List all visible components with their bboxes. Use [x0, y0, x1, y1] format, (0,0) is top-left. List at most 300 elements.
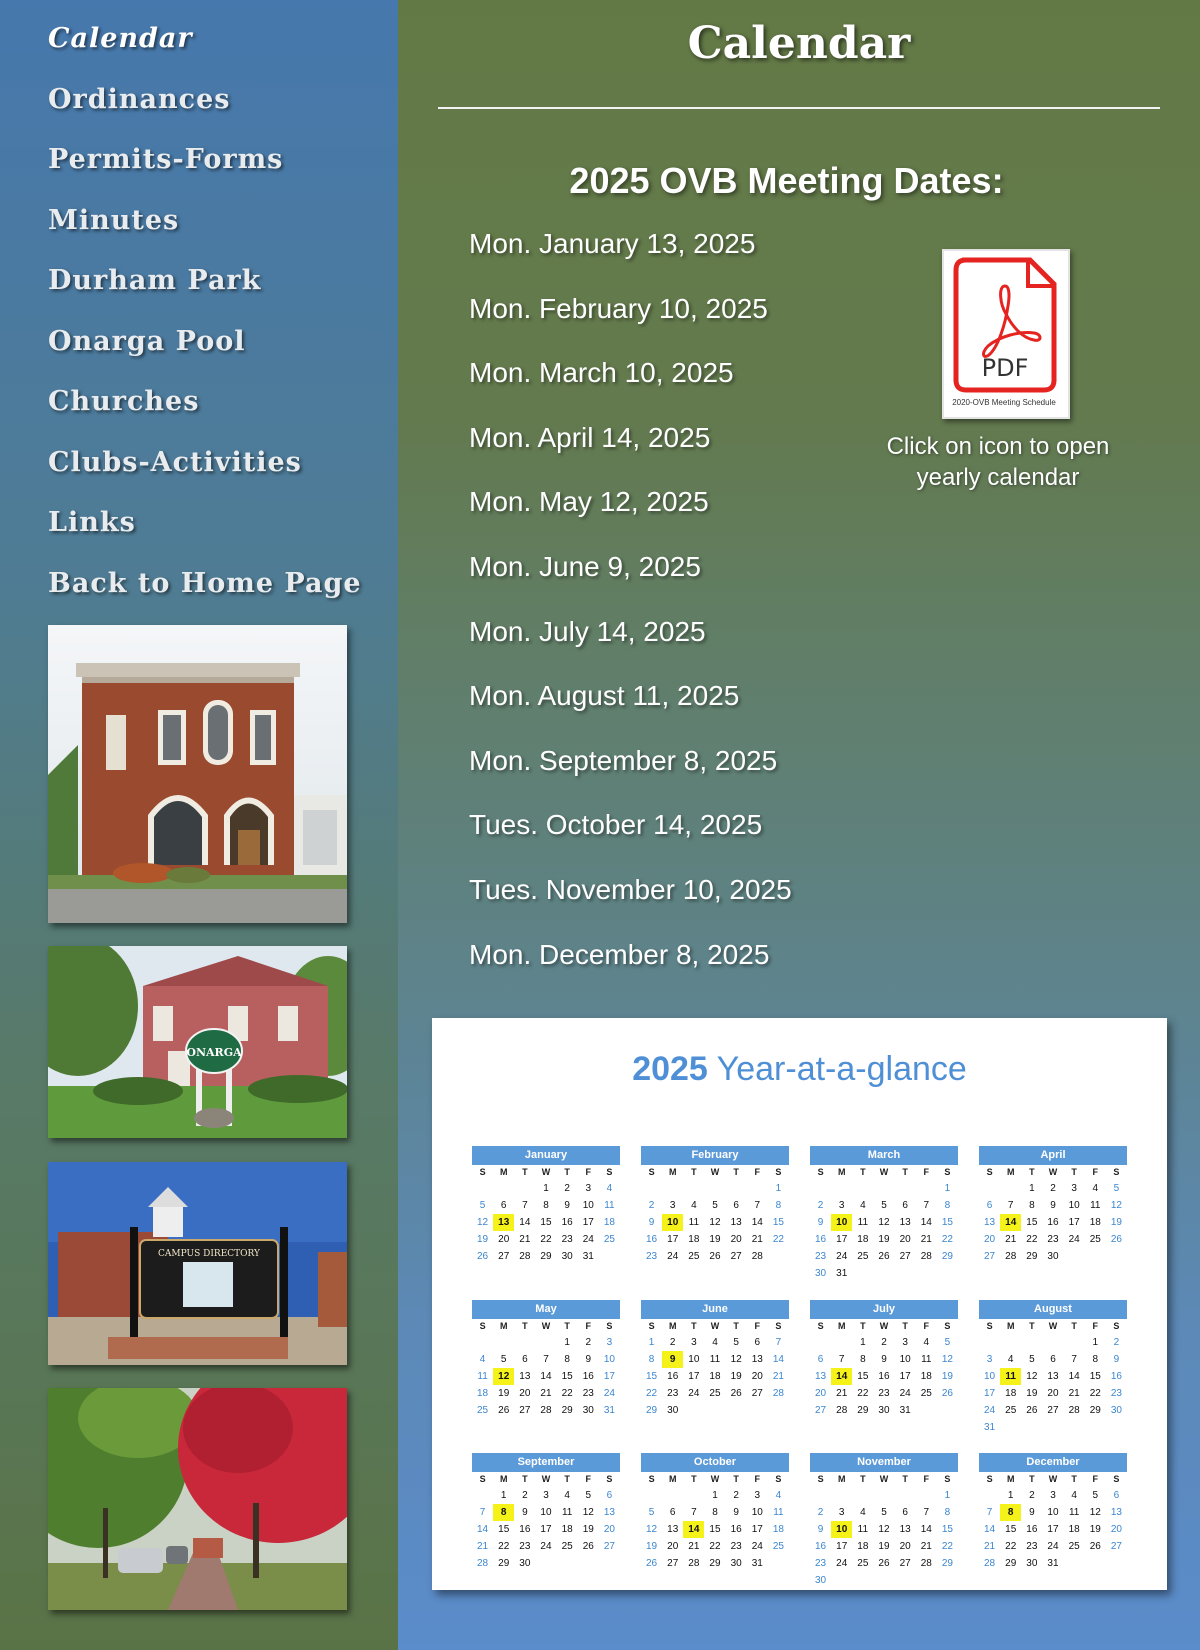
day: 26: [1026, 1405, 1038, 1416]
weekday-label: M: [837, 1474, 846, 1484]
day: 3: [1050, 1490, 1056, 1501]
week-row: [810, 1572, 958, 1589]
day: 16: [1026, 1524, 1038, 1535]
day: 31: [751, 1558, 763, 1569]
day: 23: [1047, 1234, 1059, 1245]
weekday-label: T: [522, 1167, 528, 1177]
week-row: [810, 1214, 958, 1231]
day: 25: [603, 1234, 615, 1245]
weekday-label: S: [944, 1321, 951, 1331]
day: 28: [920, 1558, 932, 1569]
empty-day: [1042, 1334, 1063, 1351]
day: 20: [899, 1234, 911, 1245]
day: 24: [667, 1251, 679, 1262]
day: 28: [751, 1251, 763, 1262]
month-header: June: [641, 1300, 789, 1319]
nav-item-clubs-activities: [48, 433, 362, 494]
day: 12: [941, 1354, 953, 1365]
day: 21: [519, 1234, 531, 1245]
day: 15: [1005, 1524, 1017, 1535]
day: 20: [751, 1371, 763, 1382]
meeting-day: 10: [831, 1521, 852, 1538]
meeting-date: Tues. October 14, 2025: [469, 809, 763, 841]
day: 15: [1026, 1217, 1038, 1228]
week-row: [979, 1487, 1127, 1504]
day: 11: [709, 1354, 721, 1365]
nav-link-links[interactable]: Links: [48, 507, 136, 538]
meeting-dates-heading: 2025 OVB Meeting Dates:: [569, 160, 1004, 201]
meeting-day: 8: [1000, 1504, 1021, 1521]
day: 23: [1110, 1388, 1122, 1399]
day: 14: [984, 1524, 996, 1535]
day: 11: [604, 1200, 615, 1211]
week-row: [641, 1197, 789, 1214]
day: 26: [1110, 1234, 1122, 1245]
week-row: [641, 1487, 789, 1504]
pdf-icon-label: PDF: [981, 354, 1029, 382]
day: 21: [1005, 1234, 1017, 1245]
day: 9: [1029, 1507, 1035, 1518]
day: 3: [986, 1354, 993, 1365]
nav-link-minutes[interactable]: Minutes: [48, 204, 180, 236]
pdf-hint: [868, 431, 1128, 493]
day: 1: [543, 1183, 549, 1194]
day: 13: [730, 1217, 742, 1228]
week-row: [641, 1368, 789, 1385]
empty-day: [493, 1180, 514, 1197]
weekday-label: F: [754, 1474, 761, 1484]
weekday-label: W: [879, 1167, 889, 1177]
weekday-label: W: [541, 1167, 551, 1177]
month-header: December: [979, 1453, 1127, 1472]
day: 13: [519, 1371, 531, 1382]
weekday-label: T: [691, 1474, 697, 1484]
day: 18: [561, 1524, 573, 1535]
day: 29: [498, 1558, 510, 1569]
weekday-label: M: [668, 1321, 677, 1331]
empty-day: [1000, 1419, 1021, 1436]
day: 15: [498, 1524, 510, 1535]
weekday-label: S: [775, 1321, 782, 1331]
day: 6: [986, 1200, 993, 1211]
day: 14: [751, 1217, 763, 1228]
weekday-label: W: [710, 1474, 720, 1484]
day: 28: [984, 1558, 996, 1569]
weekday-label: F: [923, 1474, 930, 1484]
week-row: [641, 1555, 789, 1572]
week-row: [979, 1555, 1127, 1572]
weekday-label: S: [479, 1474, 486, 1484]
weekday-label: M: [499, 1321, 508, 1331]
month-march: [810, 1146, 958, 1282]
day: 24: [603, 1388, 615, 1399]
empty-day: [1106, 1248, 1127, 1265]
day: 4: [691, 1200, 697, 1211]
weekday-label: T: [1029, 1167, 1035, 1177]
week-row: [641, 1180, 789, 1197]
weekday-label: M: [499, 1167, 508, 1177]
day: 3: [669, 1200, 676, 1211]
day: 10: [1047, 1507, 1059, 1518]
meeting-date: Mon. April 14, 2025: [469, 421, 711, 453]
day: 25: [772, 1541, 784, 1552]
day: 11: [857, 1217, 869, 1228]
day: 27: [519, 1405, 531, 1416]
day: 12: [730, 1354, 742, 1365]
autumn-street-photo: [48, 1388, 347, 1610]
day: 9: [817, 1217, 824, 1228]
pdf-calendar-button[interactable]: [942, 249, 1070, 419]
day: 14: [772, 1354, 784, 1365]
day: 1: [1029, 1183, 1035, 1194]
day: 26: [498, 1405, 510, 1416]
day: 26: [878, 1558, 890, 1569]
day: 14: [1068, 1371, 1080, 1382]
nav-link-calendar[interactable]: Calendar: [48, 23, 193, 54]
day: 4: [1092, 1183, 1099, 1194]
day: 8: [775, 1200, 782, 1211]
month-june: [641, 1300, 789, 1419]
day: 21: [477, 1541, 489, 1552]
day: 10: [899, 1354, 911, 1365]
day: 20: [519, 1388, 531, 1399]
weekday-label: S: [817, 1474, 824, 1484]
empty-day: [916, 1180, 937, 1197]
meeting-day: 11: [1000, 1368, 1021, 1385]
day: 2: [585, 1337, 592, 1348]
day: 31: [984, 1422, 996, 1433]
empty-day: [1021, 1334, 1042, 1351]
day: 16: [561, 1217, 573, 1228]
day: 20: [1110, 1524, 1122, 1535]
empty-day: [514, 1180, 535, 1197]
nav-link-durham-park[interactable]: Durham Park: [48, 265, 262, 296]
day: 17: [1047, 1524, 1059, 1535]
day: 7: [691, 1507, 697, 1518]
weekday-label: S: [1113, 1474, 1120, 1484]
empty-day: [895, 1265, 916, 1282]
day: 24: [899, 1388, 911, 1399]
day: 10: [751, 1507, 763, 1518]
day: 2: [881, 1337, 887, 1348]
day: 2: [669, 1337, 676, 1348]
day: 28: [540, 1405, 552, 1416]
week-row: [810, 1231, 958, 1248]
nav-link-back-to-home[interactable]: Back to Home Page: [48, 567, 362, 599]
empty-day: [873, 1572, 894, 1589]
day: 21: [772, 1371, 784, 1382]
library-photo: [48, 946, 347, 1138]
empty-day: [873, 1487, 894, 1504]
empty-day: [916, 1402, 937, 1419]
day: 24: [984, 1405, 996, 1416]
empty-day: [852, 1572, 873, 1589]
pdf-caption: 2020-OVB Meeting Schedule: [952, 398, 1056, 407]
month-header: February: [641, 1146, 789, 1165]
empty-day: [472, 1487, 493, 1504]
empty-day: [683, 1402, 704, 1419]
day: 5: [1092, 1490, 1099, 1501]
day: 22: [498, 1541, 510, 1552]
day: 3: [754, 1490, 761, 1501]
meeting-day: 10: [831, 1214, 852, 1231]
weekday-label: M: [837, 1167, 846, 1177]
day: 24: [1047, 1541, 1059, 1552]
week-row: [979, 1180, 1127, 1197]
weekday-label: S: [817, 1321, 824, 1331]
week-row: [810, 1197, 958, 1214]
day: 13: [815, 1371, 827, 1382]
weekday-label: W: [541, 1474, 551, 1484]
weekday-label: F: [585, 1474, 592, 1484]
empty-day: [1000, 1334, 1021, 1351]
empty-day: [937, 1402, 958, 1419]
title-divider: [438, 107, 1160, 109]
nav-item-ordinances: [48, 70, 362, 131]
week-row: [979, 1402, 1127, 1419]
week-row: [641, 1521, 789, 1538]
day: 19: [646, 1541, 658, 1552]
weekday-label: T: [733, 1167, 739, 1177]
day: 12: [878, 1217, 890, 1228]
empty-day: [768, 1402, 789, 1419]
day: 6: [669, 1507, 676, 1518]
day: 25: [857, 1558, 869, 1569]
day: 18: [857, 1541, 869, 1552]
day: 2: [522, 1490, 528, 1501]
day: 10: [603, 1354, 615, 1365]
day: 7: [754, 1200, 761, 1211]
empty-day: [979, 1180, 1000, 1197]
week-row: [810, 1265, 958, 1282]
meeting-day: 14: [683, 1521, 704, 1538]
month-august: [979, 1300, 1127, 1436]
day: 19: [941, 1371, 953, 1382]
campus-sign-text: CAMPUS DIRECTORY: [158, 1249, 260, 1259]
weekday-label: T: [1029, 1321, 1035, 1331]
day: 17: [582, 1217, 594, 1228]
day: 18: [1068, 1524, 1080, 1535]
calendar-title: Year-at-a-glance: [716, 1050, 967, 1088]
day: 12: [646, 1524, 658, 1535]
day: 11: [1068, 1507, 1080, 1518]
day: 16: [646, 1234, 658, 1245]
weekday-row: [979, 1319, 1127, 1334]
day: 10: [688, 1354, 700, 1365]
day: 26: [730, 1388, 742, 1399]
day: 29: [1089, 1405, 1101, 1416]
day: 17: [688, 1371, 700, 1382]
meeting-day: 12: [493, 1368, 514, 1385]
day: 15: [1089, 1371, 1101, 1382]
day: 9: [733, 1507, 739, 1518]
week-row: [810, 1504, 958, 1521]
day: 24: [582, 1234, 594, 1245]
day: 17: [1068, 1217, 1080, 1228]
day: 13: [603, 1507, 615, 1518]
weekday-label: T: [564, 1474, 570, 1484]
day: 29: [857, 1405, 869, 1416]
day: 24: [540, 1541, 552, 1552]
day: 1: [860, 1337, 866, 1348]
day: 18: [709, 1371, 721, 1382]
day: 25: [1089, 1234, 1101, 1245]
week-row: [472, 1487, 620, 1504]
day: 2: [1029, 1490, 1035, 1501]
day: 18: [920, 1371, 932, 1382]
empty-day: [1085, 1555, 1106, 1572]
day: 4: [606, 1183, 613, 1194]
empty-day: [599, 1555, 620, 1572]
week-row: [472, 1351, 620, 1368]
weekday-label: T: [522, 1474, 528, 1484]
day: 30: [561, 1251, 573, 1262]
day: 27: [899, 1558, 911, 1569]
day: 28: [920, 1251, 932, 1262]
month-header: March: [810, 1146, 958, 1165]
weekday-label: T: [691, 1321, 697, 1331]
day: 7: [1007, 1200, 1014, 1211]
weekday-label: F: [1092, 1321, 1099, 1331]
day: 5: [1029, 1354, 1035, 1365]
day: 4: [860, 1507, 866, 1518]
day: 27: [498, 1251, 510, 1262]
day: 1: [944, 1183, 951, 1194]
day: 18: [477, 1388, 489, 1399]
weekday-label: M: [1006, 1474, 1015, 1484]
day: 3: [691, 1337, 697, 1348]
day: 3: [902, 1337, 908, 1348]
day: 22: [857, 1388, 869, 1399]
empty-day: [1064, 1248, 1085, 1265]
day: 31: [603, 1405, 615, 1416]
nav-item-minutes: [48, 191, 362, 252]
day: 18: [1005, 1388, 1017, 1399]
day: 10: [984, 1371, 996, 1382]
day: 6: [606, 1490, 613, 1501]
empty-day: [895, 1572, 916, 1589]
day: 29: [709, 1558, 721, 1569]
weekday-label: T: [733, 1321, 739, 1331]
week-row: [979, 1334, 1127, 1351]
day: 22: [709, 1541, 721, 1552]
day: 13: [1047, 1371, 1059, 1382]
day: 21: [688, 1541, 700, 1552]
year-at-a-glance-title: [432, 1050, 1167, 1089]
weekday-row: [641, 1472, 789, 1487]
meeting-day: 9: [662, 1351, 683, 1368]
weekday-label: S: [1113, 1167, 1120, 1177]
day: 12: [477, 1217, 489, 1228]
week-row: [641, 1385, 789, 1402]
day: 30: [815, 1268, 827, 1279]
month-september: [472, 1453, 620, 1572]
day: 19: [477, 1234, 489, 1245]
month-header: August: [979, 1300, 1127, 1319]
empty-day: [641, 1487, 662, 1504]
nav-link-ordinances[interactable]: Ordinances: [48, 83, 231, 115]
day: 28: [772, 1388, 784, 1399]
day: 7: [1071, 1354, 1077, 1365]
page-title: Calendar: [687, 18, 911, 69]
weekday-row: [810, 1165, 958, 1180]
weekday-label: W: [879, 1474, 889, 1484]
day: 26: [709, 1251, 721, 1262]
day: 5: [712, 1200, 718, 1211]
day: 20: [498, 1234, 510, 1245]
empty-day: [704, 1402, 725, 1419]
nav-link-permits-forms[interactable]: Permits-Forms: [48, 144, 284, 175]
empty-day: [895, 1487, 916, 1504]
empty-day: [1106, 1555, 1127, 1572]
empty-day: [683, 1180, 704, 1197]
day: 20: [603, 1524, 615, 1535]
day: 9: [522, 1507, 528, 1518]
weekday-label: S: [606, 1321, 613, 1331]
weekday-label: S: [648, 1474, 655, 1484]
day: 5: [500, 1354, 507, 1365]
weekday-label: S: [944, 1167, 951, 1177]
weekday-row: [979, 1472, 1127, 1487]
day: 2: [817, 1507, 824, 1518]
weekday-label: F: [1092, 1167, 1099, 1177]
weekday-label: T: [1071, 1167, 1077, 1177]
week-row: [472, 1538, 620, 1555]
nav-link-onarga-pool[interactable]: Onarga Pool: [48, 325, 246, 357]
empty-day: [472, 1334, 493, 1351]
day: 19: [878, 1234, 890, 1245]
week-row: [641, 1214, 789, 1231]
day: 26: [477, 1251, 489, 1262]
day: 4: [1071, 1490, 1077, 1501]
day: 7: [775, 1337, 782, 1348]
empty-day: [1064, 1555, 1085, 1572]
day: 11: [773, 1507, 784, 1518]
day: 27: [730, 1251, 742, 1262]
empty-day: [1064, 1334, 1085, 1351]
day: 8: [712, 1507, 718, 1518]
month-header: October: [641, 1453, 789, 1472]
day: 23: [561, 1234, 573, 1245]
week-row: [641, 1504, 789, 1521]
day: 7: [923, 1200, 930, 1211]
day: 18: [603, 1217, 615, 1228]
day: 16: [878, 1371, 890, 1382]
week-row: [641, 1538, 789, 1555]
weekday-label: T: [691, 1167, 697, 1177]
library-sign-text: ONARGA: [186, 1046, 242, 1059]
day: 17: [899, 1371, 911, 1382]
empty-day: [1085, 1419, 1106, 1436]
weekday-label: S: [606, 1474, 613, 1484]
weekday-label: M: [499, 1474, 508, 1484]
nav-link-churches[interactable]: Churches: [48, 386, 200, 417]
weekday-label: T: [902, 1167, 908, 1177]
nav-link-clubs-activities[interactable]: Clubs-Activities: [48, 446, 302, 478]
day: 1: [1092, 1337, 1099, 1348]
day: 21: [920, 1234, 932, 1245]
day: 9: [881, 1354, 887, 1365]
month-february: [641, 1146, 789, 1265]
weekday-label: F: [754, 1321, 761, 1331]
day: 5: [648, 1507, 655, 1518]
empty-day: [641, 1180, 662, 1197]
empty-day: [726, 1402, 747, 1419]
empty-day: [895, 1180, 916, 1197]
empty-day: [662, 1180, 683, 1197]
weekday-label: W: [710, 1321, 720, 1331]
day: 3: [585, 1183, 592, 1194]
